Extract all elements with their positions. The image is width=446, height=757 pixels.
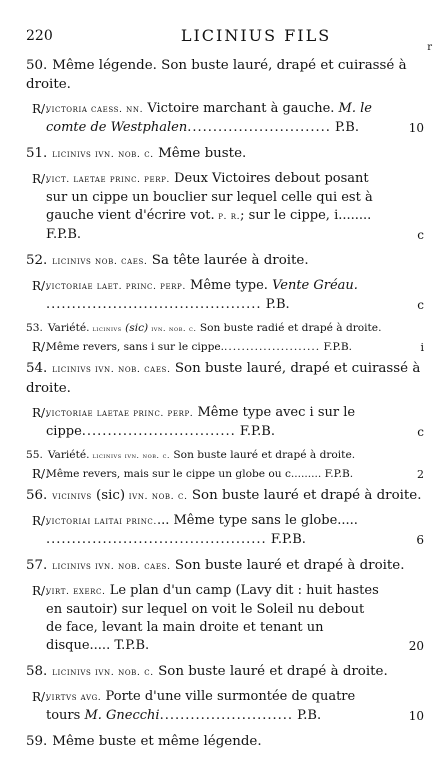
- leader-dots: ......................: [224, 341, 321, 353]
- leader-dots: ...........................................: [46, 532, 267, 547]
- margin-mark: r: [427, 42, 432, 53]
- module: F.P.B.: [320, 341, 353, 353]
- reverse-mark: R/.: [32, 406, 49, 420]
- rarity: c: [417, 298, 424, 312]
- reverse-legend: vict. laetae princ. perp.: [46, 174, 170, 185]
- leader-dots: ..............................: [81, 424, 236, 439]
- reverse-legend-2: p. r.: [214, 211, 241, 222]
- rarity: c: [417, 425, 424, 439]
- entry-55: [26, 448, 426, 463]
- obverse-legend: licinivs: [89, 324, 122, 333]
- entry-57: [26, 556, 426, 576]
- reverse-text-2: ; sur le cippe, i........: [240, 208, 372, 223]
- module: F.P.B.: [46, 227, 82, 242]
- reverse-mark: R/.: [32, 584, 49, 598]
- reverse-mark: R/.: [32, 514, 49, 528]
- reverse-legend: victoriae laet. princ. perp.: [46, 281, 186, 292]
- catalog-body: [26, 56, 426, 757]
- reverse-mark: R/.: [32, 690, 49, 704]
- collection: M. le comte de Westphalen: [46, 101, 372, 135]
- entry-58: [26, 662, 426, 682]
- obverse-legend-2: ivn. nob. c.: [125, 491, 188, 502]
- obverse-text: Son buste lauré et drapé à droite.: [170, 558, 405, 573]
- reverse-text: Même revers, sans i sur le cippe.: [46, 341, 224, 353]
- obverse-text: Son buste lauré et drapé à droite.: [153, 664, 388, 679]
- obverse-text: Même buste.: [153, 146, 247, 161]
- rarity: 2: [417, 468, 424, 481]
- entry-number: 53.: [26, 322, 43, 334]
- entry-number: 59.: [26, 734, 48, 749]
- obverse-legend: licinivs ivn. nob. c.: [52, 667, 154, 678]
- collection: Vente Gréau.: [267, 278, 358, 293]
- reverse-text: Porte d'une ville surmontée de quatre tours: [46, 689, 356, 723]
- entry-number: 56.: [26, 488, 48, 503]
- collection: M. Gnecchi: [80, 708, 160, 723]
- obverse-text-2: Son buste radié et drapé à droite.: [196, 322, 382, 334]
- reverse-54: [26, 404, 426, 441]
- entry-53: [26, 321, 426, 336]
- entry-number: 50.: [26, 58, 48, 73]
- obverse-text-2: Son buste lauré et drapé à droite.: [170, 449, 356, 461]
- leader-dots: ..........................................: [46, 297, 262, 312]
- reverse-text: Victoire marchant à gauche.: [143, 101, 335, 116]
- rarity: 20: [408, 639, 424, 653]
- module: P.B.: [330, 120, 359, 135]
- rarity: i: [420, 341, 424, 354]
- obverse-text: Variété.: [47, 322, 90, 334]
- reverse-mark: R/.: [32, 340, 49, 354]
- obverse-text: Son buste lauré, drapé et cuirassé à droite.: [26, 361, 421, 396]
- reverse-mark: R/.: [32, 172, 49, 186]
- obverse-text: Sa tête laurée à droite.: [147, 253, 309, 268]
- reverse-51: [26, 170, 426, 244]
- reverse-mark: R/.: [32, 279, 49, 293]
- reverse-legend: victoriae laetae princ. perp.: [46, 408, 194, 419]
- obverse-legend: licinivs ivn. nob. caes.: [52, 561, 171, 572]
- obverse-text: Son buste lauré et drapé à droite.: [187, 488, 422, 503]
- reverse-58: [26, 688, 426, 725]
- entry-number: 51.: [26, 146, 48, 161]
- page-number: 220: [26, 28, 53, 44]
- reverse-legend: virt. exerc.: [46, 586, 106, 597]
- entry-50: [26, 56, 426, 94]
- module: P.B.: [261, 297, 290, 312]
- reverse-mark: R/.: [32, 102, 49, 116]
- obverse-legend: licinivs nob. caes.: [52, 256, 148, 267]
- reverse-legend: victoriai laitai princ.: [46, 516, 157, 527]
- obverse-legend: vicinivs: [52, 491, 92, 502]
- reverse-56: [26, 512, 426, 549]
- reverse-text: Le plan d'un camp (Lavy dit : huit hastes en sautoir) sur lequel on voit le Soleil nu debout de face, levant la main droite et tenant un disque.....: [46, 583, 379, 653]
- reverse-57: [26, 582, 426, 655]
- module: F.P.B.: [321, 468, 354, 480]
- obverse-legend: licinivs ivn. nob. caes.: [52, 364, 171, 375]
- reverse-legend: virtvs avg.: [46, 692, 102, 703]
- entry-number: 57.: [26, 558, 48, 573]
- entry-54: [26, 359, 426, 398]
- module: F.P.B.: [266, 532, 306, 547]
- reverse-text: Deux Victoires debout posant sur un cippe un bouclier sur lequel celle qui est à gauche vient d'écrire vot.: [46, 171, 373, 223]
- obverse-legend: licinivs ivn. nob. c.: [52, 149, 154, 160]
- entry-59: [26, 732, 426, 751]
- reverse-55: [26, 467, 426, 482]
- entry-56: [26, 486, 426, 506]
- reverse-text: Même type.: [185, 278, 268, 293]
- entry-52: [26, 251, 426, 271]
- reverse-legend: victoria caess. nn.: [46, 104, 144, 115]
- page-header: [26, 24, 446, 53]
- reverse-53: [26, 340, 426, 355]
- reverse-52: [26, 277, 426, 314]
- sic-note: (sic): [121, 322, 149, 334]
- running-title: LICINIUS FILS: [180, 26, 332, 45]
- obverse-legend: licinivs ivn. nob. c.: [89, 451, 171, 460]
- reverse-text: ... Même type sans le globe.....: [156, 513, 358, 528]
- obverse-text: Variété.: [47, 449, 90, 461]
- reverse-text: Même revers, mais sur le cippe un globe ou c.........: [46, 468, 322, 480]
- reverse-text: Même type avec i sur le cippe: [46, 405, 356, 439]
- entry-number: 54.: [26, 361, 48, 376]
- entry-number: 52.: [26, 253, 48, 268]
- obverse-text: Même légende. Son buste lauré, drapé et cuirassé à droite.: [26, 58, 407, 92]
- leader-dots: ............................: [187, 120, 331, 135]
- entry-number: 58.: [26, 664, 48, 679]
- entry-number: 55.: [26, 449, 43, 461]
- rarity: 6: [416, 533, 424, 547]
- rarity: 10: [408, 709, 424, 723]
- obverse-text: Même buste et même légende.: [52, 734, 262, 749]
- obverse-legend-2: ivn. nob. c.: [148, 324, 197, 333]
- leader-dots: ..........................: [159, 708, 294, 723]
- rarity: c: [417, 228, 424, 242]
- module: F.P.B.: [235, 424, 275, 439]
- reverse-mark: R/.: [32, 467, 49, 481]
- rarity: 10: [408, 121, 424, 135]
- module: T.P.B.: [110, 638, 150, 653]
- entry-51: [26, 144, 426, 164]
- sic-note: (sic): [91, 488, 126, 503]
- reverse-50: [26, 100, 426, 137]
- module: P.B.: [293, 708, 322, 723]
